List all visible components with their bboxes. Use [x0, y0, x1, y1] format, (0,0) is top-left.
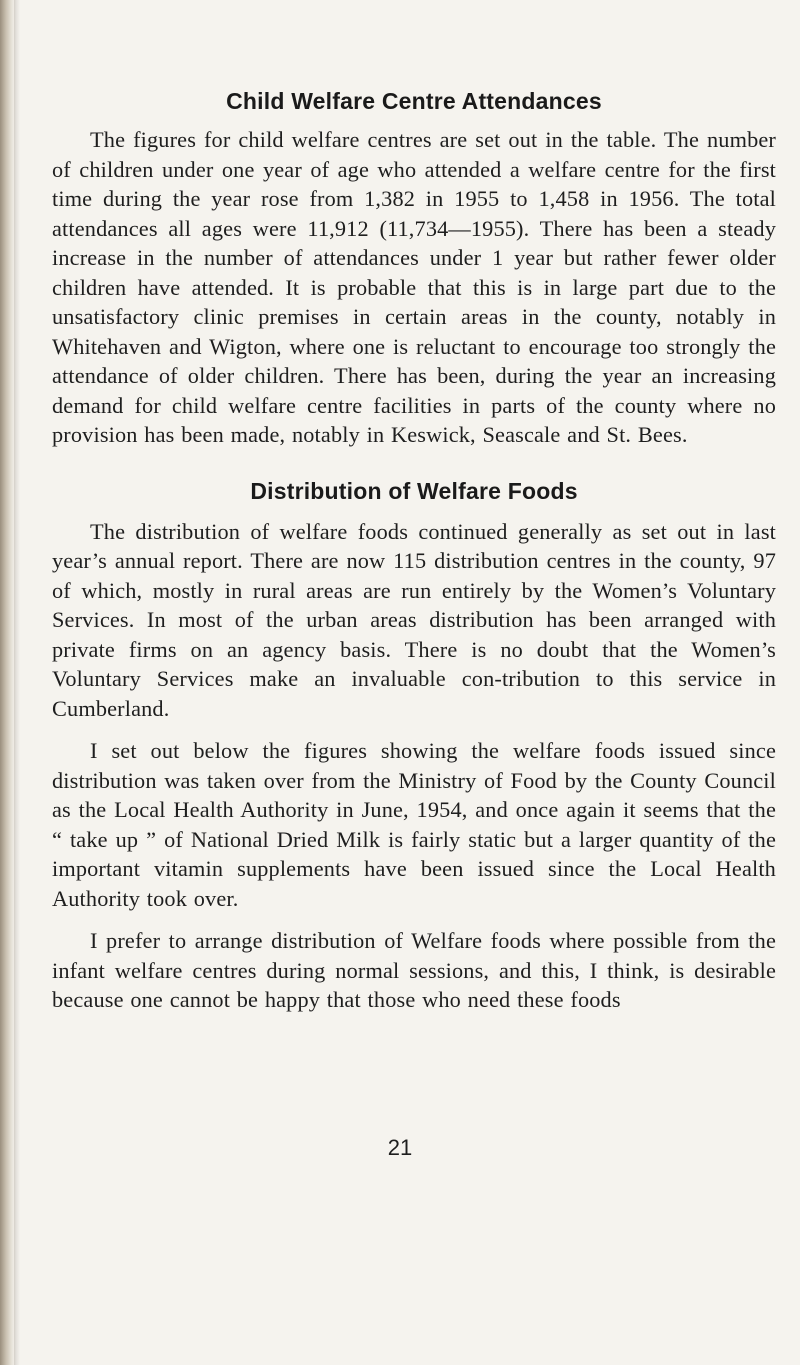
section-heading: Child Welfare Centre Attendances [226, 88, 602, 114]
page-content [52, 88, 776, 1015]
paragraph: The figures for child welfare centres are set out in the table. The number of children under one year of age who attended a welfare centre for the first time during the year rose from 1,382 in 1955 to 1,458 in 1956. The total attendances all ages were 11,912 (11,734—1955). There has been a steady increase in the number of attendances under 1 year but rather fewer older children have attended. It is probable that this is in large part due to the unsatisfactory clinic premises in certain areas in the county, notably in Whitehaven and Wigton, where one is reluctant to encourage too strongly the attendance of older children. There has been, during the year an increasing demand for child welfare centre facilities in parts of the county where no provision has been made, notably in Keswick, Seascale and St. Bees. [52, 127, 776, 447]
section-distribution-of-welfare-foods [52, 478, 776, 1015]
section-child-welfare-centre-attendances [52, 88, 776, 450]
paragraph: I prefer to arrange distribution of Welfare foods where possible from the infant welfare centres during normal sessions, and this, I think, is desirable because one cannot be happy that those who need these foods [52, 928, 776, 1012]
paragraph: The distribution of welfare foods continued generally as set out in last year’s annual report. There are now 115 distribution centres in the county, 97 of which, mostly in rural areas are run entirely by the Women’s Voluntary Services. In most of the urban areas distribution has been arranged with private firms on an agency basis. There is no doubt that the Women’s Voluntary Services make an invaluable con-tribution to this service in Cumberland. [52, 518, 776, 721]
section-heading: Distribution of Welfare Foods [250, 477, 578, 504]
page-number: 21 [387, 1135, 413, 1160]
paragraph: I set out below the figures showing the welfare foods issued since distribution was taken over from the Ministry of Food by the County Council as the Local Health Authority in June, 1954, and once again it seems that the “ take up ” of National Dried Milk is fairly static but a larger quantity of the important vitamin supplements have been issued since the Local Health Authority took over. [52, 738, 776, 911]
